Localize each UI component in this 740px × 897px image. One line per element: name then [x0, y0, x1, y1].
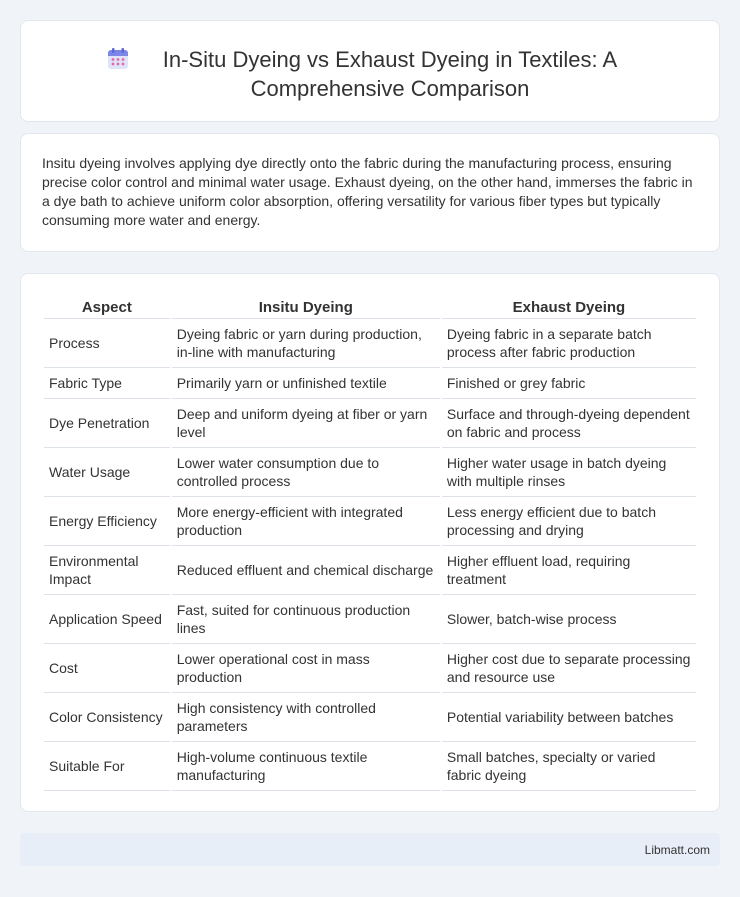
table-row — [44, 546, 696, 595]
comparison-card — [20, 273, 720, 812]
table-row — [44, 693, 696, 742]
row-exhaust: Higher water usage in batch dyeing with multiple rinses — [442, 448, 696, 497]
table-row — [44, 448, 696, 497]
row-exhaust: Finished or grey fabric — [442, 368, 696, 399]
table-row — [44, 319, 696, 368]
header-exhaust-dyeing: Exhaust Dyeing — [442, 295, 696, 319]
row-insitu: Fast, suited for continuous production lines — [172, 595, 440, 644]
row-aspect: Color Consistency — [44, 693, 170, 742]
row-insitu: Dyeing fabric or yarn during production, in-line with manufacturing — [172, 319, 440, 368]
row-aspect: Fabric Type — [44, 368, 170, 399]
page-title: In-Situ Dyeing vs Exhaust Dyeing in Textiles: A Comprehensive Comparison — [162, 47, 618, 101]
row-exhaust: Slower, batch-wise process — [442, 595, 696, 644]
intro-card — [20, 133, 720, 252]
table-row — [44, 368, 696, 399]
footer-site-link[interactable]: Libmatt.com — [644, 843, 710, 857]
row-aspect: Application Speed — [44, 595, 170, 644]
row-aspect: Energy Efficiency — [44, 497, 170, 546]
row-insitu: High-volume continuous textile manufacturing — [172, 742, 440, 791]
row-insitu: High consistency with controlled parameters — [172, 693, 440, 742]
table-row — [44, 595, 696, 644]
table-row — [44, 742, 696, 791]
row-insitu: Deep and uniform dyeing at fiber or yarn level — [172, 399, 440, 448]
row-insitu: Primarily yarn or unfinished textile — [172, 368, 440, 399]
table-header-row — [44, 295, 696, 319]
row-exhaust: Surface and through-dyeing dependent on fabric and process — [442, 399, 696, 448]
table-row — [44, 497, 696, 546]
row-exhaust: Dyeing fabric in a separate batch process after fabric production — [442, 319, 696, 368]
row-insitu: Lower operational cost in mass production — [172, 644, 440, 693]
title-card — [20, 20, 720, 122]
row-aspect: Environmental Impact — [44, 546, 170, 595]
table-row — [44, 399, 696, 448]
row-aspect: Cost — [44, 644, 170, 693]
row-aspect: Process — [44, 319, 170, 368]
row-insitu: Lower water consumption due to controlled process — [172, 448, 440, 497]
comparison-table — [42, 295, 698, 791]
header-aspect: Aspect — [44, 295, 170, 319]
intro-paragraph: Insitu dyeing involves applying dye directly onto the fabric during the manufacturing process, ensuring precise color control and minimal water usage. Exhaust dyeing, on the other hand, immerses the fabric in a dye bath to achieve uniform color absorption, offering versatility for various fiber types but typically consuming more water and energy. — [42, 155, 693, 228]
row-insitu: More energy-efficient with integrated production — [172, 497, 440, 546]
row-exhaust: Potential variability between batches — [442, 693, 696, 742]
footer — [20, 833, 720, 866]
row-aspect: Suitable For — [44, 742, 170, 791]
row-aspect: Dye Penetration — [44, 399, 170, 448]
table-row — [44, 644, 696, 693]
row-aspect: Water Usage — [44, 448, 170, 497]
header-insitu-dyeing: Insitu Dyeing — [172, 295, 440, 319]
row-exhaust: Small batches, specialty or varied fabric dyeing — [442, 742, 696, 791]
row-insitu: Reduced effluent and chemical discharge — [172, 546, 440, 595]
row-exhaust: Higher effluent load, requiring treatment — [442, 546, 696, 595]
row-exhaust: Higher cost due to separate processing and resource use — [442, 644, 696, 693]
row-exhaust: Less energy efficient due to batch processing and drying — [442, 497, 696, 546]
